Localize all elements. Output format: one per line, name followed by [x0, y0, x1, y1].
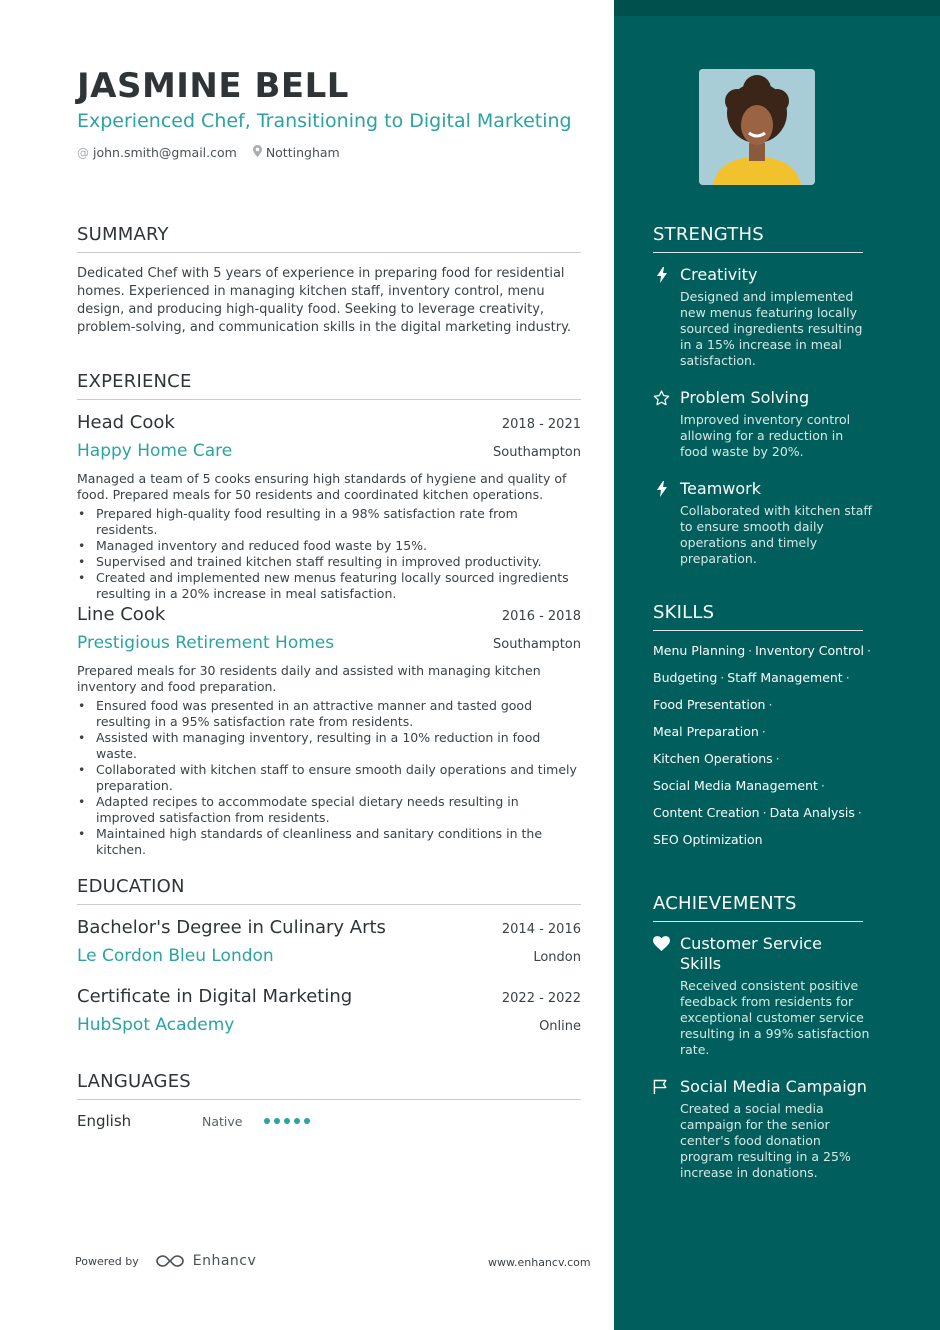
languages-title: LANGUAGES	[77, 1071, 581, 1100]
bullet-item: • Supervised and trained kitchen staff resulting in improved productivity.	[77, 554, 581, 570]
education-header	[77, 986, 581, 1007]
school-location: London	[533, 950, 581, 965]
job-dates: 2018 - 2021	[501, 417, 581, 432]
candidate-headline: Experienced Chef, Transitioning to Digital Marketing	[77, 110, 572, 132]
proficiency-dot	[294, 1118, 300, 1124]
sidebar	[614, 0, 940, 1330]
candidate-name: JASMINE BELL	[77, 66, 349, 106]
achievement-item	[653, 1077, 873, 1181]
skill-tag: Food Presentation	[653, 697, 766, 712]
skill-tag: Kitchen Operations	[653, 751, 773, 766]
skills-title: SKILLS	[653, 602, 863, 631]
strength-item	[653, 265, 873, 369]
strength-item	[653, 388, 873, 460]
bullet-item: • Managed inventory and reduced food waste by 15%.	[77, 538, 581, 554]
strength-title: Teamwork	[680, 479, 762, 498]
degree-title: Certificate in Digital Marketing	[77, 986, 353, 1007]
job-location: Southampton	[493, 445, 581, 460]
strengths-title: STRENGTHS	[653, 224, 863, 253]
job-header	[77, 412, 581, 433]
strength-title: Problem Solving	[680, 388, 810, 407]
skill-tag: Social Media Management	[653, 778, 818, 793]
strength-title: Creativity	[680, 265, 758, 284]
bullet-item: • Adapted recipes to accommodate special dietary needs resulting in improved satisfaction from residents.	[77, 794, 581, 826]
job-location: Southampton	[493, 637, 581, 652]
degree-title: Bachelor's Degree in Culinary Arts	[77, 917, 386, 938]
achievements-title: ACHIEVEMENTS	[653, 893, 863, 922]
job-company: Prestigious Retirement Homes	[77, 633, 335, 653]
bullet-item: • Created and implemented new menus featuring locally sourced ingredients resulting in a 20% increase in meal satisfaction.	[77, 570, 581, 602]
skill-line: Social Media Management ·	[653, 778, 825, 793]
experience-title: EXPERIENCE	[77, 371, 581, 400]
strength-item	[653, 479, 873, 567]
achievement-title: Customer Service Skills	[680, 934, 822, 973]
job-dates: 2016 - 2018	[501, 609, 581, 624]
education-subheader	[77, 946, 581, 966]
powered-by-text: Powered by	[75, 1254, 139, 1268]
bullet-item: • Ensured food was presented in an attractive manner and tasted good resulting in a 95% satisfaction rate from residents.	[77, 698, 581, 730]
skill-line: Meal Preparation ·	[653, 724, 766, 739]
language-name: English	[77, 1112, 132, 1130]
heart-icon	[653, 934, 670, 951]
footer-website[interactable]: www.enhancv.com	[488, 1256, 591, 1269]
skill-tag: Data Analysis	[769, 805, 855, 820]
job-bullets	[77, 506, 581, 602]
language-row	[77, 1112, 581, 1130]
lightning-icon	[653, 265, 670, 283]
job-title: Head Cook	[77, 412, 175, 433]
enhancv-logo[interactable]	[155, 1253, 257, 1269]
language-level: Native	[202, 1113, 243, 1129]
infinity-logo-icon	[155, 1254, 185, 1268]
strength-description: Designed and implemented new menus featuring locally sourced ingredients resulting in a 15% increase in meal satisfaction.	[680, 289, 863, 368]
achievement-item	[653, 934, 873, 1058]
contact-email[interactable]	[77, 145, 237, 160]
school-location: Online	[539, 1019, 581, 1034]
skill-line: Budgeting · Staff Management ·	[653, 670, 850, 685]
lightning-icon	[653, 479, 670, 497]
skill-tag: Inventory Control	[755, 643, 864, 658]
strength-description: Improved inventory control allowing for a reduction in food waste by 20%.	[680, 412, 851, 459]
education-dates: 2022 - 2022	[501, 991, 581, 1006]
location-pin-icon	[253, 145, 262, 160]
email-text: john.smith@gmail.com	[93, 145, 237, 160]
job-company: Happy Home Care	[77, 441, 233, 461]
job-description: Managed a team of 5 cooks ensuring high standards of hygiene and quality of food. Prepared meals for 50 residents and coordinated kitchen operations.	[77, 471, 567, 502]
achievement-description: Received consistent positive feedback from residents for exceptional customer service resulting in a 99% satisfaction rate.	[680, 978, 870, 1057]
flag-icon	[653, 1077, 670, 1094]
skill-line: Menu Planning · Inventory Control ·	[653, 643, 871, 658]
education-dates: 2014 - 2016	[501, 922, 581, 937]
bullet-item: • Assisted with managing inventory, resulting in a 10% reduction in food waste.	[77, 730, 581, 762]
footer-powered	[75, 1253, 256, 1269]
sidebar-top-band	[614, 0, 940, 16]
school-name: Le Cordon Bleu London	[77, 946, 274, 966]
profile-photo	[699, 69, 815, 185]
job-description: Prepared meals for 30 residents daily and assisted with managing kitchen inventory and food preparation.	[77, 663, 541, 694]
skill-line: Kitchen Operations ·	[653, 751, 780, 766]
skill-tag: Budgeting	[653, 670, 718, 685]
skill-tag: Content Creation	[653, 805, 760, 820]
bullet-item: • Maintained high standards of cleanliness and sanitary conditions in the kitchen.	[77, 826, 581, 858]
skill-line	[653, 831, 875, 858]
job-subheader	[77, 633, 581, 653]
proficiency-dots	[264, 1118, 310, 1124]
skills-list	[653, 642, 875, 858]
contact-location	[253, 145, 340, 160]
strength-description: Collaborated with kitchen staff to ensure smooth daily operations and timely preparation.	[680, 503, 873, 566]
proficiency-dot	[274, 1118, 280, 1124]
at-icon: @	[77, 145, 89, 160]
summary-text: Dedicated Chef with 5 years of experience in preparing food for residential homes. Experienced in managing kitchen staff, inventory control, menu design, and producing high-quality food. Seeking to leverage creativity, problem-solving, and communication skills in the digital marketing industry.	[77, 266, 572, 335]
skill-tag: Menu Planning	[653, 643, 746, 658]
skill-tag: Staff Management	[727, 670, 843, 685]
bullet-item: • Collaborated with kitchen staff to ensure smooth daily operations and timely preparation.	[77, 762, 581, 794]
brand-name: Enhancv	[192, 1253, 257, 1269]
location-text: Nottingham	[265, 145, 340, 160]
job-subheader	[77, 441, 581, 461]
summary-title: SUMMARY	[77, 224, 581, 253]
school-name: HubSpot Academy	[77, 1015, 235, 1035]
contact-info	[77, 145, 340, 160]
skill-tag: SEO Optimization	[653, 832, 763, 847]
job-bullets	[77, 698, 581, 858]
job-header	[77, 604, 581, 625]
education-subheader	[77, 1015, 581, 1035]
skill-tag: Meal Preparation	[653, 724, 759, 739]
skill-line: Food Presentation ·	[653, 697, 773, 712]
proficiency-dot	[304, 1118, 310, 1124]
education-title: EDUCATION	[77, 876, 581, 905]
achievement-title: Social Media Campaign	[680, 1077, 867, 1096]
achievement-description: Created a social media campaign for the senior center's food donation program resulting in a 25% increase in donations.	[680, 1101, 851, 1180]
education-header	[77, 917, 581, 938]
proficiency-dot	[284, 1118, 290, 1124]
proficiency-dot	[264, 1118, 270, 1124]
bullet-item: • Prepared high-quality food resulting in a 98% satisfaction rate from residents.	[77, 506, 581, 538]
skill-line: Content Creation · Data Analysis ·	[653, 805, 862, 820]
star-icon	[653, 388, 670, 406]
job-title: Line Cook	[77, 604, 166, 625]
